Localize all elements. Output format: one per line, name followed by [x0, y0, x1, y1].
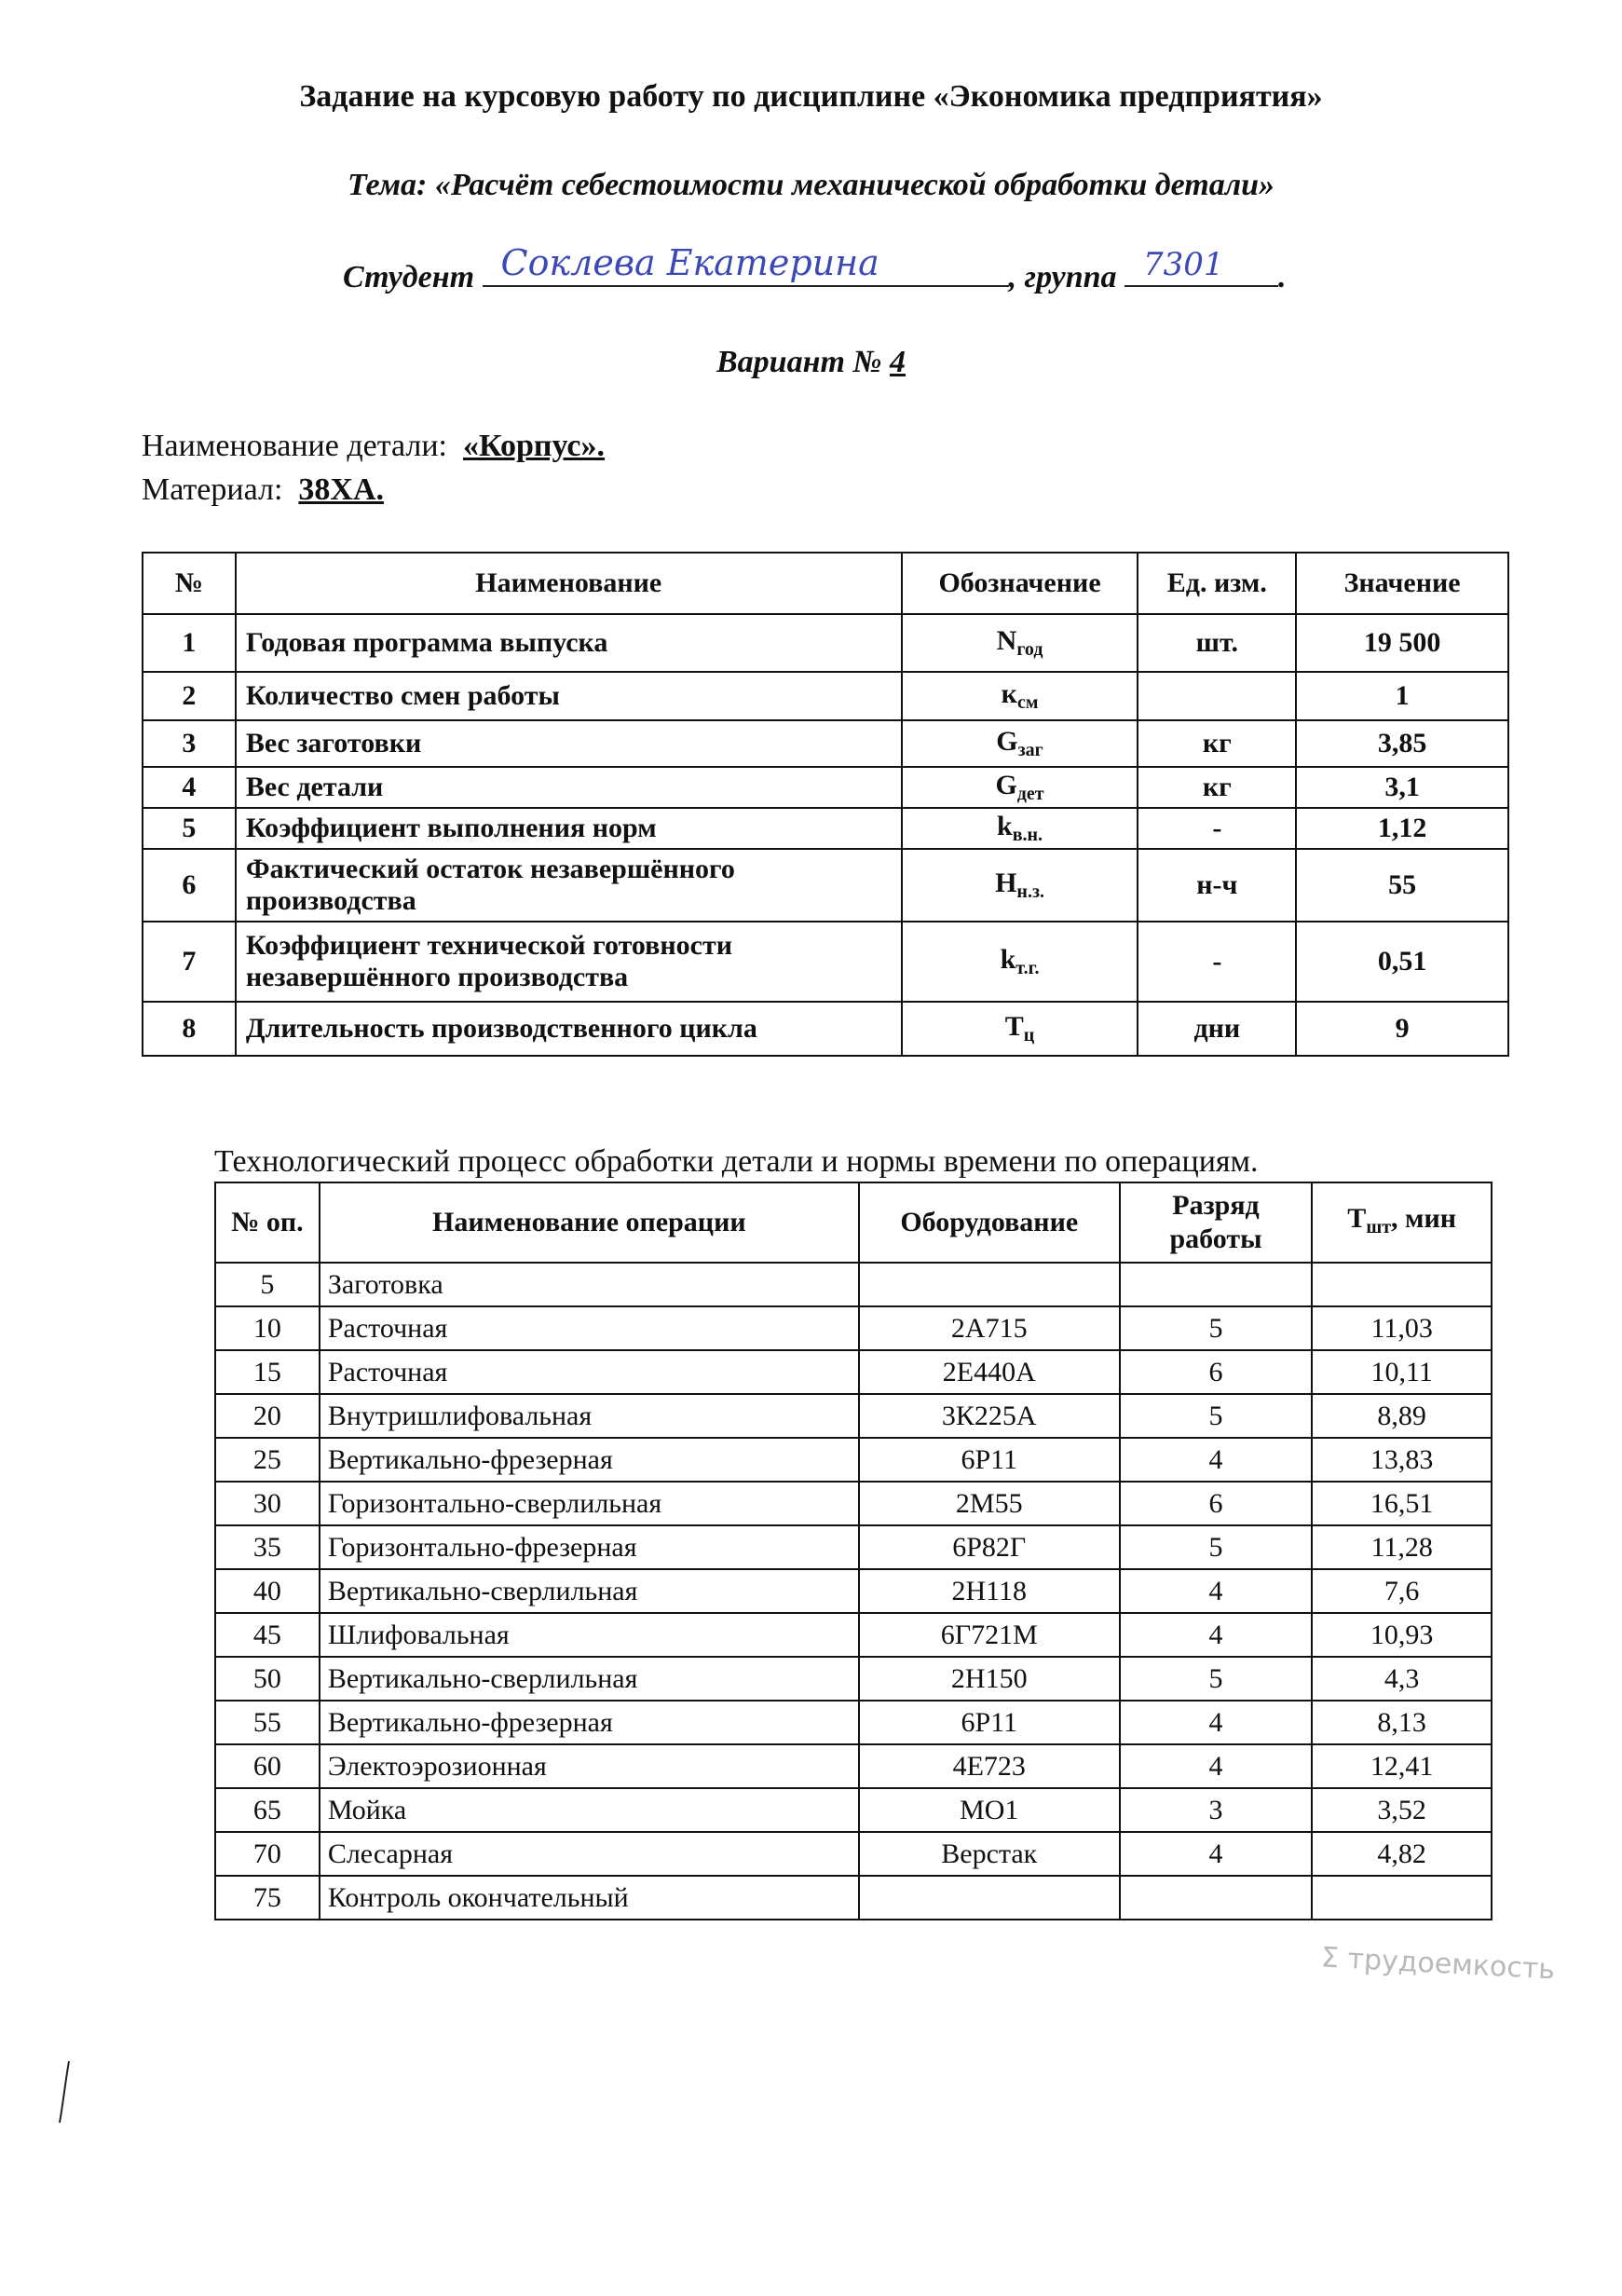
op-name: Вертикально-сверлильная [320, 1657, 859, 1701]
op-equipment: 2Н118 [859, 1569, 1120, 1613]
param-num: 5 [143, 808, 236, 849]
ops-header-name: Наименование операции [320, 1182, 859, 1263]
param-num: 1 [143, 614, 236, 672]
ops-header-time-main: Т [1347, 1202, 1367, 1234]
params-row [143, 849, 1508, 922]
op-equipment [859, 1263, 1120, 1306]
part-name-value: «Корпус». [462, 429, 605, 463]
ops-header-row [215, 1182, 1492, 1263]
op-name: Контроль окончательный [320, 1876, 859, 1920]
op-equipment: Верстак [859, 1832, 1120, 1876]
param-symbol-main: Т [1004, 1011, 1024, 1042]
params-header-name: Наименование [236, 553, 902, 614]
op-row [215, 1482, 1492, 1525]
param-name: Вес детали [236, 767, 902, 808]
op-row [215, 1701, 1492, 1744]
param-value: 1,12 [1296, 808, 1508, 849]
params-header-value: Значение [1296, 553, 1508, 614]
param-symbol-sub: см [1016, 692, 1039, 713]
params-row [143, 614, 1508, 672]
params-row [143, 1002, 1508, 1056]
param-symbol [902, 849, 1138, 922]
op-row [215, 1744, 1492, 1788]
param-symbol-main: k [1000, 944, 1016, 975]
param-symbol-sub: год [1016, 639, 1043, 660]
op-row [215, 1569, 1492, 1613]
param-value: 9 [1296, 1002, 1508, 1056]
op-grade: 4 [1120, 1569, 1313, 1613]
param-symbol [902, 922, 1138, 1002]
param-unit [1138, 672, 1296, 720]
param-name: Фактический остаток незавершённого производства [236, 849, 902, 922]
params-header-unit: Ед. изм. [1138, 553, 1296, 614]
param-name: Вес заготовки [236, 720, 902, 767]
ops-caption: Технологический процесс обработки детали и нормы времени по операциям. [214, 1144, 1259, 1179]
op-row [215, 1306, 1492, 1350]
material-label: Материал: [142, 472, 283, 507]
op-time [1312, 1876, 1492, 1920]
part-name-label: Наименование детали: [142, 429, 447, 463]
param-num: 3 [143, 720, 236, 767]
op-grade [1120, 1263, 1313, 1306]
op-grade: 4 [1120, 1744, 1313, 1788]
op-num: 70 [215, 1832, 320, 1876]
op-time: 3,52 [1312, 1788, 1492, 1832]
params-header-row [143, 553, 1508, 614]
op-num: 40 [215, 1569, 320, 1613]
op-num: 25 [215, 1438, 320, 1482]
op-equipment [859, 1876, 1120, 1920]
material-line [142, 472, 384, 508]
op-row [215, 1657, 1492, 1701]
param-num: 6 [143, 849, 236, 922]
op-time: 10,11 [1312, 1350, 1492, 1394]
op-row [215, 1525, 1492, 1569]
param-symbol [902, 1002, 1138, 1056]
ops-body [215, 1263, 1492, 1920]
op-name: Вертикально-фрезерная [320, 1438, 859, 1482]
op-name: Горизонтально-сверлильная [320, 1482, 859, 1525]
op-name: Слесарная [320, 1832, 859, 1876]
part-name-line [142, 429, 605, 464]
op-row [215, 1438, 1492, 1482]
op-equipment: 6Р11 [859, 1701, 1120, 1744]
param-symbol [902, 672, 1138, 720]
op-num: 20 [215, 1394, 320, 1438]
param-symbol [902, 808, 1138, 849]
params-row [143, 922, 1508, 1002]
params-table [142, 552, 1509, 1057]
op-num: 5 [215, 1263, 320, 1306]
op-name: Расточная [320, 1306, 859, 1350]
op-row [215, 1350, 1492, 1394]
pencil-note: Σ трудоемкость [1320, 1941, 1556, 1987]
ops-header-time-sub: шт [1366, 1216, 1392, 1237]
param-symbol [902, 614, 1138, 672]
op-row [215, 1613, 1492, 1657]
param-value: 0,51 [1296, 922, 1508, 1002]
param-unit: дни [1138, 1002, 1296, 1056]
param-name: Длительность производственного цикла [236, 1002, 902, 1056]
params-body [143, 614, 1508, 1056]
param-symbol [902, 720, 1138, 767]
op-time: 10,93 [1312, 1613, 1492, 1657]
line-period: . [1278, 260, 1287, 294]
param-symbol-main: k [997, 811, 1013, 841]
op-time [1312, 1263, 1492, 1306]
param-value: 1 [1296, 672, 1508, 720]
material-value: 38ХА. [298, 472, 384, 507]
op-name: Мойка [320, 1788, 859, 1832]
assignment-topic: Тема: «Расчёт себестоимости механической обработки детали» [347, 168, 1275, 202]
op-time: 4,3 [1312, 1657, 1492, 1701]
op-equipment: 4Е723 [859, 1744, 1120, 1788]
op-num: 30 [215, 1482, 320, 1525]
params-header-num: № [143, 553, 236, 614]
op-equipment: 2Н150 [859, 1657, 1120, 1701]
op-equipment: МО1 [859, 1788, 1120, 1832]
op-equipment: 3К225А [859, 1394, 1120, 1438]
margin-pen-mark [56, 2059, 75, 2125]
params-row [143, 672, 1508, 720]
op-equipment: 6Р82Г [859, 1525, 1120, 1569]
ops-header-grade: Разряд работы [1120, 1182, 1313, 1263]
param-num: 7 [143, 922, 236, 1002]
op-grade: 5 [1120, 1525, 1313, 1569]
param-symbol-sub: т.г. [1015, 958, 1040, 978]
params-row [143, 808, 1508, 849]
student-line [343, 242, 1287, 295]
param-symbol-sub: н.з. [1016, 882, 1044, 902]
param-unit: кг [1138, 767, 1296, 808]
param-unit: н-ч [1138, 849, 1296, 922]
params-header-symbol: Обозначение [902, 553, 1138, 614]
param-name: Коэффициент технической готовности незавершённого производства [236, 922, 902, 1002]
op-equipment: 6Г721М [859, 1613, 1120, 1657]
variant-line [0, 345, 1622, 380]
param-symbol-sub: ц [1023, 1025, 1035, 1046]
op-grade: 4 [1120, 1613, 1313, 1657]
op-time: 7,6 [1312, 1569, 1492, 1613]
op-grade: 6 [1120, 1350, 1313, 1394]
variant-label: Вариант № [716, 345, 882, 379]
param-symbol-sub: заг [1017, 740, 1043, 760]
param-unit: шт. [1138, 614, 1296, 672]
param-symbol [902, 767, 1138, 808]
param-symbol-main: G [995, 770, 1017, 800]
op-grade: 5 [1120, 1306, 1313, 1350]
op-num: 55 [215, 1701, 320, 1744]
op-row [215, 1788, 1492, 1832]
student-name-field [483, 242, 1009, 287]
op-time: 8,89 [1312, 1394, 1492, 1438]
op-row [215, 1263, 1492, 1306]
variant-number: 4 [890, 345, 906, 379]
op-time: 13,83 [1312, 1438, 1492, 1482]
ops-header-time [1312, 1182, 1492, 1263]
op-num: 15 [215, 1350, 320, 1394]
params-row [143, 720, 1508, 767]
param-name: Годовая программа выпуска [236, 614, 902, 672]
op-grade [1120, 1876, 1313, 1920]
param-symbol-main: Н [995, 868, 1017, 898]
op-num: 35 [215, 1525, 320, 1569]
group-number-handwritten: 7301 [1143, 246, 1224, 283]
student-name-handwritten: Соклева Екатерина [500, 242, 879, 283]
param-symbol-sub: в.н. [1012, 825, 1043, 845]
group-number-field [1124, 246, 1278, 287]
param-name: Количество смен работы [236, 672, 902, 720]
param-unit: - [1138, 808, 1296, 849]
op-name: Горизонтально-фрезерная [320, 1525, 859, 1569]
param-symbol-main: G [996, 726, 1018, 757]
ops-header-equipment: Оборудование [859, 1182, 1120, 1263]
op-grade: 4 [1120, 1701, 1313, 1744]
op-grade: 4 [1120, 1832, 1313, 1876]
ops-table [214, 1182, 1493, 1920]
param-value: 3,85 [1296, 720, 1508, 767]
op-time: 16,51 [1312, 1482, 1492, 1525]
op-row [215, 1876, 1492, 1920]
op-grade: 5 [1120, 1394, 1313, 1438]
op-time: 12,41 [1312, 1744, 1492, 1788]
param-num: 2 [143, 672, 236, 720]
params-row [143, 767, 1508, 808]
op-row [215, 1832, 1492, 1876]
op-grade: 5 [1120, 1657, 1313, 1701]
param-value: 19 500 [1296, 614, 1508, 672]
group-label: , группа [1008, 260, 1117, 294]
op-num: 75 [215, 1876, 320, 1920]
op-grade: 6 [1120, 1482, 1313, 1525]
ops-header-num: № оп. [215, 1182, 320, 1263]
op-name: Электоэрозионная [320, 1744, 859, 1788]
param-name: Коэффициент выполнения норм [236, 808, 902, 849]
param-num: 8 [143, 1002, 236, 1056]
param-symbol-main: к [1001, 678, 1017, 709]
student-label: Студент [343, 260, 475, 294]
param-value: 55 [1296, 849, 1508, 922]
op-name: Вертикально-фрезерная [320, 1701, 859, 1744]
op-row [215, 1394, 1492, 1438]
op-time: 11,03 [1312, 1306, 1492, 1350]
op-grade: 3 [1120, 1788, 1313, 1832]
op-name: Внутришлифовальная [320, 1394, 859, 1438]
op-equipment: 2М55 [859, 1482, 1120, 1525]
op-time: 4,82 [1312, 1832, 1492, 1876]
op-name: Вертикально-сверлильная [320, 1569, 859, 1613]
ops-header-time-unit: , мин [1391, 1202, 1457, 1234]
param-value: 3,1 [1296, 767, 1508, 808]
op-time: 8,13 [1312, 1701, 1492, 1744]
op-equipment: 2А715 [859, 1306, 1120, 1350]
op-time: 11,28 [1312, 1525, 1492, 1569]
op-name: Заготовка [320, 1263, 859, 1306]
op-num: 10 [215, 1306, 320, 1350]
param-unit: - [1138, 922, 1296, 1002]
param-symbol-sub: дет [1016, 784, 1044, 804]
param-symbol-main: N [996, 625, 1017, 656]
op-num: 60 [215, 1744, 320, 1788]
op-grade: 4 [1120, 1438, 1313, 1482]
op-name: Расточная [320, 1350, 859, 1394]
op-num: 45 [215, 1613, 320, 1657]
op-num: 65 [215, 1788, 320, 1832]
op-equipment: 2Е440А [859, 1350, 1120, 1394]
op-name: Шлифовальная [320, 1613, 859, 1657]
param-num: 4 [143, 767, 236, 808]
op-num: 50 [215, 1657, 320, 1701]
assignment-title: Задание на курсовую работу по дисциплине «Экономика предприятия» [299, 79, 1323, 114]
param-unit: кг [1138, 720, 1296, 767]
op-equipment: 6Р11 [859, 1438, 1120, 1482]
